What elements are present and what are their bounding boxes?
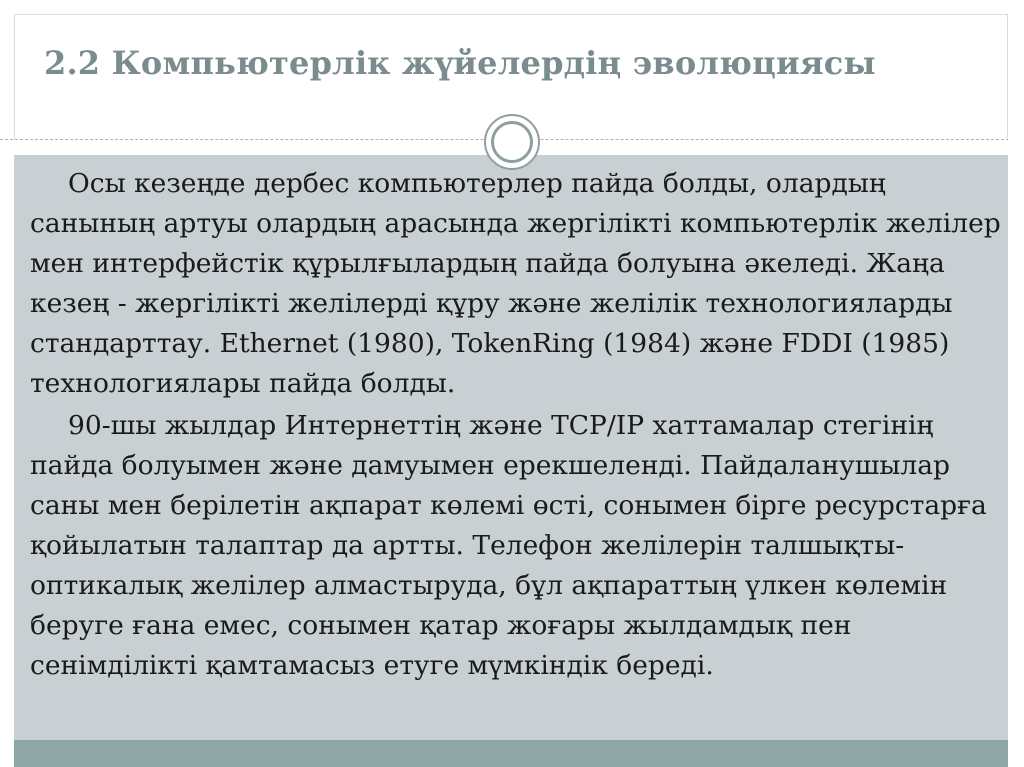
bottom-band	[14, 740, 1008, 767]
paragraph-1: Осы кезеңде дербес компьютерлер пайда болды, олардың санының артуы олардың арасында жергілікті компьютерлік желілер мен интерфейстік құрылғылардың пайда болуына әкеледі. Жаңа кезең - жергілікті желілерді құру және желілік технологияларды стандарттау. Ethernet (1980), TokenRing (1984) және FDDI (1985) технологиялары пайда болды.	[30, 168, 1001, 399]
slide-title: 2.2 Компьютерлік жүйелердің эволюциясы	[44, 44, 876, 82]
right-margin	[1008, 0, 1024, 767]
paragraph-2: 90-шы жылдар Интернеттің және TCP/IP хаттамалар стегінің пайда болуымен және дамуымен ерекшеленді. Пайдаланушылар саны мен берілетін ақпарат көлемі өсті, сонымен бірге ресурстарға қойылатын талаптар да артты. Телефон желілерін талшықты-оптикалық желілер алмастыруда, бұл ақпараттың үлкен көлемін беруге ғана емес, сонымен қатар жоғары жылдамдық пен сенімділікті қамтамасыз етуге мүмкіндік береді.	[30, 410, 987, 681]
slide-body	[30, 164, 1015, 688]
double-ring-circle-icon	[484, 114, 540, 170]
